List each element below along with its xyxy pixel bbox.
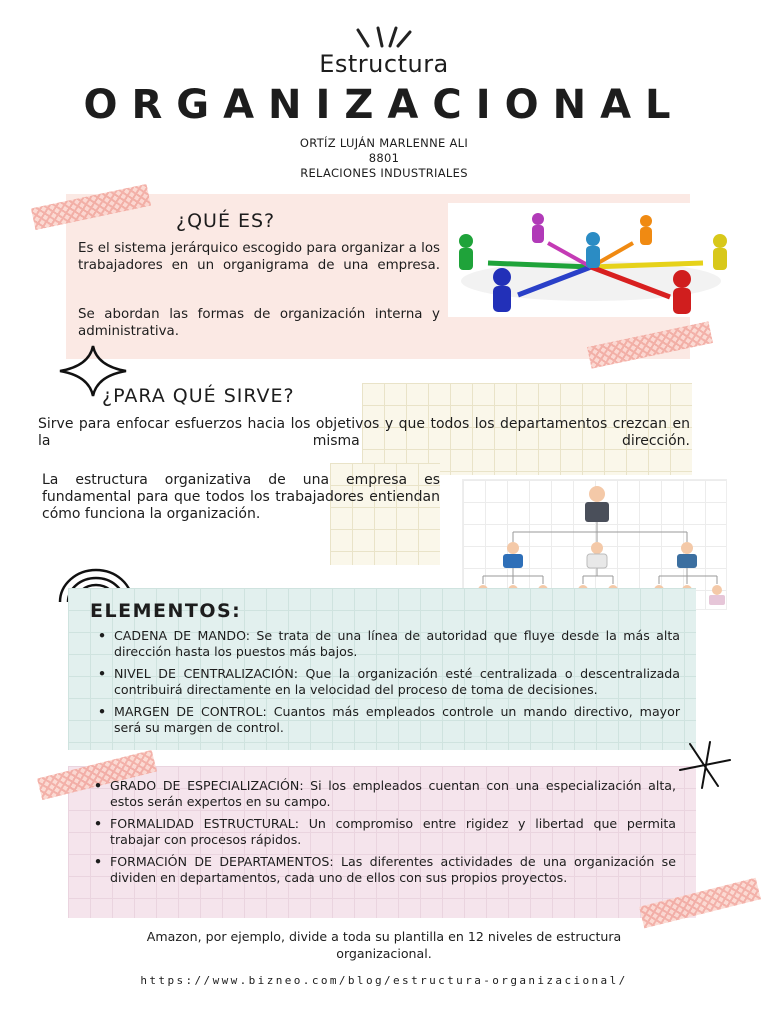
para-que-paragraph-2: La estructura organizativa de una empresa es fundamental para que todos los trabajadores entiendan cómo funciona la organización.: [42, 472, 440, 522]
que-es-paragraph-2: Se abordan las formas de organización interna y administrativa.: [78, 307, 440, 339]
list-item: • GRADO DE ESPECIALIZACIÓN: Si los empleados cuentan con una especialización alta, estos serán expertos en su campo.: [90, 778, 676, 810]
list-item: • NIVEL DE CENTRALIZACIÓN: Que la organización esté centralizada o descentralizada contribuirá directamente en la velocidad del proceso de toma de decisiones.: [94, 666, 680, 698]
author-name: ORTÍZ LUJÁN MARLENNE ALI: [299, 136, 469, 150]
asterisk-icon: [676, 740, 734, 790]
network-people-illustration: [448, 203, 734, 317]
sparkle-lines-icon: [352, 26, 416, 50]
que-es-heading: ¿QUÉ ES?: [176, 210, 276, 232]
list-item: • CADENA DE MANDO: Se trata de una línea de autoridad que fluye desde la más alta dirección hasta los puestos más bajos.: [94, 628, 680, 660]
elementos-list-a: [94, 628, 680, 742]
elementos-list-b: [90, 778, 676, 892]
para-que-heading: ¿PARA QUÉ SIRVE?: [102, 385, 295, 407]
title-line-1: Estructura: [319, 50, 449, 78]
title-line-2: ORGANIZACIONAL: [83, 82, 685, 128]
list-item: • FORMACIÓN DE DEPARTAMENTOS: Las diferentes actividades de una organización se dividen en departamentos, cada uno de ellos con sus propios proyectos.: [90, 854, 676, 886]
para-que-paragraph-1: Sirve para enfocar esfuerzos hacia los objetivos y que todos los departamentos crezcan en la misma dirección.: [38, 416, 690, 449]
person-blue-center: [586, 232, 600, 268]
footer-note: Amazon, por ejemplo, divide a toda su plantilla en 12 niveles de estructura organizacional.: [146, 929, 622, 961]
elementos-heading: ELEMENTOS:: [90, 600, 242, 622]
list-item: • MARGEN DE CONTROL: Cuantos más empleados controle un mando directivo, mayor será su margen de control.: [94, 704, 680, 736]
list-item: • FORMALIDAD ESTRUCTURAL: Un compromiso entre rigidez y libertad que permita trabajar con procesos rápidos.: [90, 816, 676, 848]
author-number: 8801: [368, 151, 400, 165]
source-url[interactable]: https://www.bizneo.com/blog/estructura-organizacional/: [140, 974, 628, 987]
que-es-paragraph-1: Es el sistema jerárquico escogido para organizar a los trabajadores en un organigrama de una empresa.: [78, 241, 440, 273]
author-program: RELACIONES INDUSTRIALES: [300, 166, 468, 180]
